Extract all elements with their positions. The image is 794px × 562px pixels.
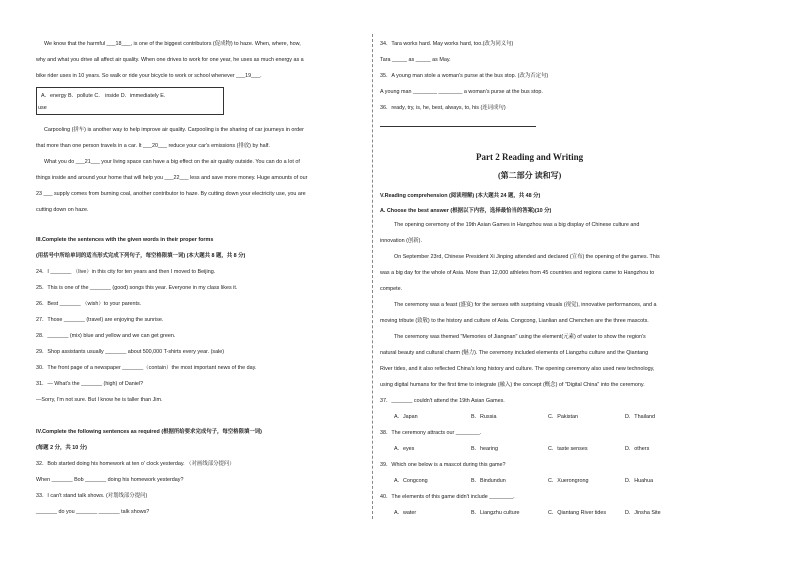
option-c: C．Qiantang River tides: [548, 510, 607, 516]
reading-line: natural beauty and cultural charm (魅力). The ceremony included elements of Liangzhu culture and the Qiantang: [380, 350, 649, 356]
question-stem: 40．The elements of this game didn't include ________.: [380, 494, 515, 500]
option-d: D．Thailand: [625, 414, 655, 420]
question-item: 24．I _______ （live）in this city for ten years and then I moved to Beijing.: [36, 269, 216, 275]
question-item: _______ do you _______ _______ talk shows?: [36, 509, 150, 515]
option-d: D．Huahua: [625, 478, 654, 484]
section5-heading: V.Reading comprehension (阅读理解) (本大题共 24 题，共 48 分): [380, 193, 541, 199]
option-b: B．hearing: [471, 446, 498, 452]
answer-blank-line: [380, 126, 536, 127]
passage-line: What you do ___21___ your living space can have a big effect on the air quality outside. You can do a lot of: [44, 159, 300, 165]
reading-line: was a big day for the whole of Asia. More than 12,000 athletes from 45 countries and regions came to Hangzhou to: [380, 270, 655, 276]
reading-line: using digital humans for the first time to integrate (融入) the concept (概念) of "Digital China" into the ceremony.: [380, 382, 645, 388]
part-subtitle: (第二部分 读和写): [498, 171, 562, 180]
passage-line: Carpooling (拼车) is another way to help improve air quality. Carpooling is the sharing of car journeys in order: [44, 127, 304, 133]
question-item: 28．_______ (mix) blue and yellow and we can get green.: [36, 333, 176, 339]
question-stem: 37．_______ couldn't attend the 19th Asian Games.: [380, 398, 505, 404]
section4-heading: IV.Complete the following sentences as required (根据所给要求完成句子，每空格限填一词): [36, 429, 262, 435]
option-c: C．Pakistan: [548, 414, 578, 420]
column-divider: [372, 34, 373, 519]
option-c: C．taste senses: [548, 446, 588, 452]
passage-line: We know that the harmful ___18___, is one of the biggest contributors (促成物) to haze. When, where, how,: [44, 41, 301, 47]
option-c: C．Xuerongrong: [548, 478, 589, 484]
option-a: A．Japan: [394, 414, 418, 420]
option-d: D．others: [625, 446, 650, 452]
reading-line: The opening ceremony of the 19th Asian Games in Hangzhou was a big display of Chinese culture and: [394, 222, 640, 228]
question-item: —Sorry, I'm not sure. But I know he is taller than Jim.: [36, 397, 163, 403]
question-item: When _______ Bob _______ doing his homework yesterday?: [36, 477, 184, 483]
question-item: 36．ready, try, is, he, best, always, to, his (连词成句): [380, 105, 506, 111]
part-title: Part 2 Reading and Writing: [476, 152, 584, 162]
option-a: A．Congcong: [394, 478, 428, 484]
passage-line: things inside and around your home that will help you ___22___ less and save more money. Huge amounts of our: [36, 175, 308, 181]
section5-a-heading: A. Choose the best answer (根据以下内容，选择最恰当的答案)(10 分): [380, 208, 552, 214]
reading-line: The ceremony was themed "Memories of Jiangnan" using the element(元素) of water to show the region's: [394, 334, 646, 340]
question-item: 30．The front page of a newspaper _______（contain）the most important news of the day.: [36, 365, 257, 371]
question-item: Tara _____ as _____ as May.: [380, 57, 451, 63]
section4-instruction: (每题 2 分，共 10 分): [36, 445, 87, 451]
question-item: A young man ________ ________ a woman's purse at the bus stop.: [380, 89, 543, 95]
question-item: 26．Best _______ （wish）to your parents.: [36, 301, 142, 307]
passage-line: that more than one person travels in a car. It ___20___ reduce your car's emissions (排放) by half.: [36, 143, 270, 149]
option-b: B．Liangzhu culture: [471, 510, 520, 516]
reading-line: On September 23rd, Chinese President Xi Jinping attended and declared (宣布) the opening of the games. This: [394, 254, 660, 260]
passage-line: bike rider uses in 10 years. So walk or ride your bicycle to work or school whenever ___19___.: [36, 73, 262, 79]
options-line: use: [38, 105, 47, 111]
option-b: B．Bindundun: [471, 478, 506, 484]
option-d: D．Jinsha Site: [625, 510, 661, 516]
question-item: 33．I can't stand talk shows. (对划线部分提问): [36, 493, 148, 499]
reading-line: River tides, and it also reflected China's long history and culture. The opening ceremony also used new technology,: [380, 366, 655, 372]
reading-line: compete.: [380, 286, 403, 292]
question-item: 29．Shop assistants usually _______ about 500,000 T-shirts every year. (sale): [36, 349, 225, 355]
section3-heading: III.Complete the sentences with the given words in their proper forms: [36, 237, 214, 243]
question-item: 34．Tara works hard. May works hard, too.(改为同义句): [380, 41, 514, 47]
passage-line: 23 ___ supply comes from burning coal, another contributor to haze. By cutting down your electricity use, you are: [36, 191, 306, 197]
options-line: A．energy B．pollute C． inside D．immediately E.: [41, 93, 166, 99]
section3-instruction: (用括号中所给单词的适当形式完成下列句子，每空格限填一词) (本大题共 8 题，共 8 分): [36, 253, 246, 259]
option-b: B．Russia: [471, 414, 497, 420]
reading-line: The ceremony was a feast (盛宴) for the senses with surprising visuals (视觉), innovative performances, and a: [394, 302, 657, 308]
question-stem: 38．The ceremony attracts our ________.: [380, 430, 482, 436]
question-item: 32．Bob started doing his homework at ten o' clock yesterday. （对画线部分提问）: [36, 461, 235, 467]
option-a: A．water: [394, 510, 417, 516]
passage-line: cutting down on haze.: [36, 207, 89, 213]
option-a: A．eyes: [394, 446, 415, 452]
question-stem: 39．Which one below is a mascot during this game?: [380, 462, 506, 468]
word-options-box: [36, 87, 224, 115]
reading-line: innovation (创新).: [380, 238, 422, 244]
question-item: 31．— What's the _______ (high) of Daniel?: [36, 381, 144, 387]
question-item: 25．This is one of the _______ (good) songs this year. Everyone in my class likes it.: [36, 285, 238, 291]
reading-line: moving tribute (致敬) to the history and culture of Asia. Congcong, Lianlian and Chenchen are the three mascots.: [380, 318, 649, 324]
question-item: 27．Those _______ (travel) are enjoying the sunrise.: [36, 317, 164, 323]
question-item: 35．A young man stole a woman's purse at the bus stop. (改为否定句): [380, 73, 549, 79]
passage-line: why and what you drive all affect air quality. When one drives to work for one year, he uses as much energy as a: [36, 57, 304, 63]
